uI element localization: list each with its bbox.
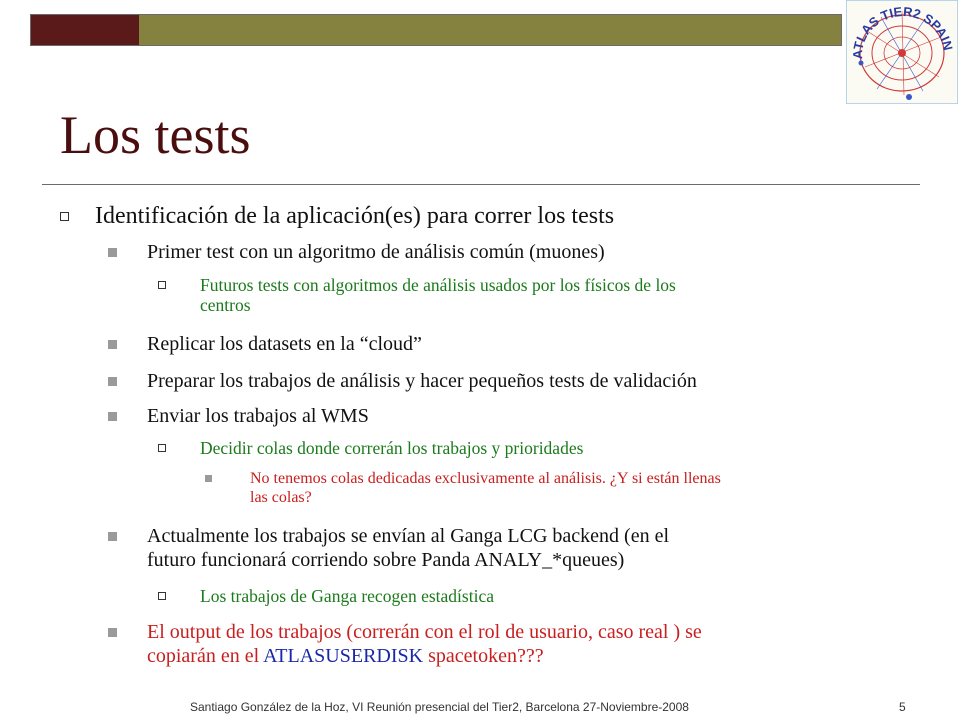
bullet-text: Los trabajos de Ganga recogen estadística — [200, 586, 494, 606]
filled-square-bullet-icon — [108, 377, 117, 386]
filled-square-bullet-icon — [108, 628, 117, 637]
logo-text: ATLAS TIER2 SPAIN — [850, 3, 956, 60]
bullet-level2-item — [108, 524, 669, 572]
slide-footer: Santiago González de la Hoz, VI Reunión presencial del Tier2, Barcelona 27-Noviembre-2008 — [190, 700, 689, 714]
bullet-text-line: No tenemos colas dedicadas exclusivamente al análisis. ¿Y si están llenas — [250, 470, 721, 487]
filled-square-bullet-icon — [108, 532, 117, 541]
hollow-square-bullet-icon — [60, 212, 69, 221]
bullet-text-block — [250, 469, 721, 507]
bullet-level2-item — [108, 240, 605, 264]
hollow-square-bullet-icon — [158, 592, 166, 600]
bullet-text-line: Futuros tests con algoritmos de análisis usados por los físicos de los — [200, 275, 676, 295]
filled-square-bullet-icon — [205, 475, 212, 482]
bullet-text-line: futuro funcionará corriendo sobre Panda ANALY_*queues) — [147, 549, 625, 571]
bullet-level2-item — [108, 332, 422, 356]
bullet-level2-item — [108, 404, 369, 428]
bullet-text-block — [200, 275, 676, 315]
bullet-text-line: las colas? — [250, 489, 312, 506]
bullet-level3-item — [158, 586, 494, 606]
filled-square-bullet-icon — [108, 412, 117, 421]
hollow-square-bullet-icon — [158, 281, 166, 289]
bullet-text-block — [147, 620, 702, 668]
bullet-level2-item — [108, 369, 697, 393]
bullet-level3-item — [158, 275, 676, 315]
bullet-text-line: centros — [200, 295, 251, 315]
bullet-text-segment: spacetoken??? — [423, 645, 544, 667]
bullet-level4-item — [205, 469, 721, 507]
bullet-text: Decidir colas donde correrán los trabajos y prioridades — [200, 438, 584, 458]
page-number: 5 — [899, 700, 906, 714]
slide-title: Los tests — [60, 105, 251, 165]
bullet-text-line: El output de los trabajos (correrán con el rol de usuario, caso real ) se — [147, 621, 702, 643]
bullet-level1-item — [60, 202, 614, 230]
bullet-text: Preparar los trabajos de análisis y hacer pequeños tests de validación — [147, 370, 697, 392]
filled-square-bullet-icon — [108, 340, 117, 349]
bullet-text-segment: copiarán en el — [147, 645, 264, 667]
bullet-text-block — [147, 524, 669, 572]
bullet-text: Identificación de la aplicación(es) para correr los tests — [95, 203, 615, 229]
bullet-text-line: Actualmente los trabajos se envían al Ganga LCG backend (en el — [147, 525, 670, 547]
bullet-level2-item — [108, 620, 702, 668]
bullet-text: Replicar los datasets en la “cloud” — [147, 333, 422, 355]
bullet-level3-item — [158, 438, 583, 458]
filled-square-bullet-icon — [108, 248, 117, 257]
hollow-square-bullet-icon — [158, 444, 166, 452]
bullet-text: Primer test con un algoritmo de análisis común (muones) — [147, 241, 605, 263]
bullet-text: Enviar los trabajos al WMS — [147, 405, 369, 427]
bullet-text-highlight: ATLASUSERDISK — [263, 645, 424, 667]
